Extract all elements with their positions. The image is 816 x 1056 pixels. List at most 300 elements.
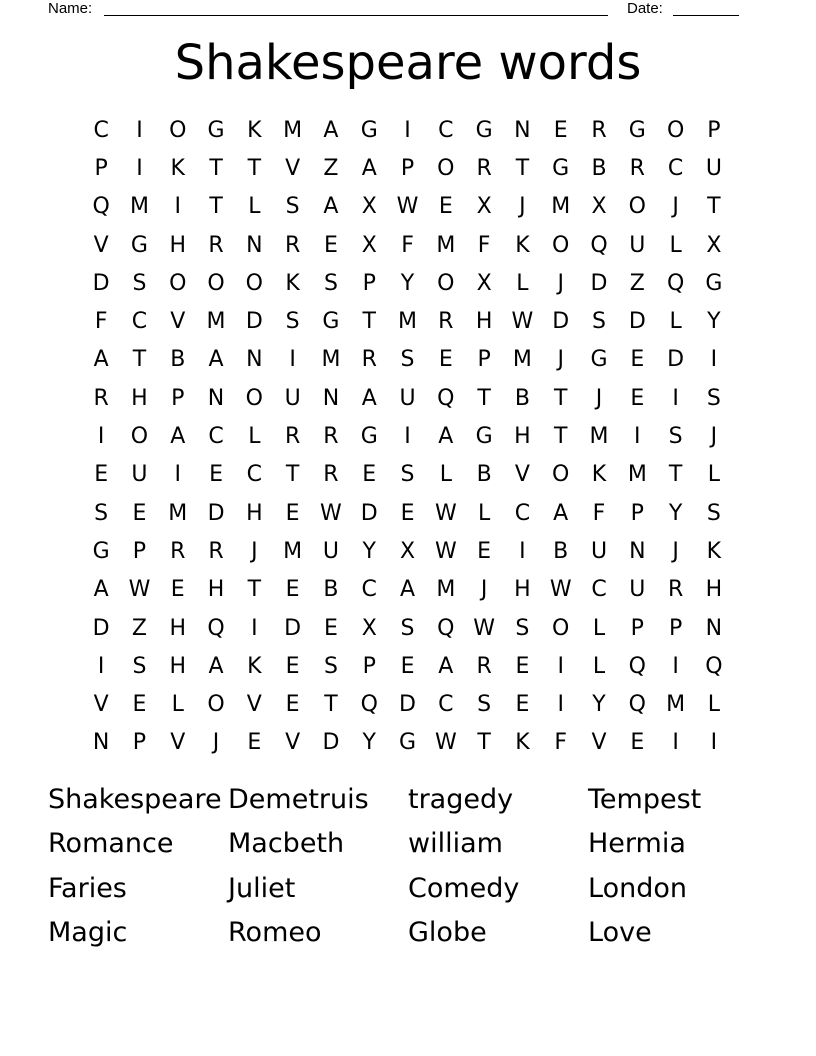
grid-letter: P bbox=[132, 538, 147, 564]
grid-letter: R bbox=[208, 232, 224, 258]
grid-letter: G bbox=[628, 117, 646, 143]
grid-letter: N bbox=[92, 730, 110, 756]
grid-letter: V bbox=[93, 232, 109, 258]
grid-letter: W bbox=[473, 615, 495, 641]
word-list-item: Macbeth bbox=[228, 828, 345, 860]
grid-letter: K bbox=[591, 462, 607, 488]
grid-letter: I bbox=[97, 653, 105, 679]
grid-letter: W bbox=[511, 309, 534, 335]
grid-letter: E bbox=[323, 232, 338, 258]
grid-letter: D bbox=[628, 309, 646, 335]
grid-letter: R bbox=[438, 309, 454, 335]
grid-letter: D bbox=[207, 500, 225, 526]
grid-letter: S bbox=[132, 270, 147, 296]
grid-letter: O bbox=[666, 117, 685, 143]
grid-letter: O bbox=[245, 385, 263, 411]
grid-letter: C bbox=[667, 155, 684, 181]
grid-letter: G bbox=[92, 538, 110, 564]
grid-letter: J bbox=[672, 538, 679, 564]
grid-letter: R bbox=[361, 347, 377, 373]
grid-letter: T bbox=[515, 155, 530, 181]
grid-letter: U bbox=[399, 385, 416, 411]
grid-letter: I bbox=[136, 155, 143, 181]
grid-letter: H bbox=[514, 577, 531, 603]
grid-letter: A bbox=[170, 424, 186, 450]
grid-letter: A bbox=[438, 653, 454, 679]
grid-letter: W bbox=[320, 500, 342, 526]
grid-letter: R bbox=[208, 538, 224, 564]
grid-letter: E bbox=[132, 692, 147, 718]
grid-letter: A bbox=[438, 424, 454, 450]
grid-letter: Z bbox=[629, 270, 645, 296]
grid-letter: E bbox=[209, 462, 223, 488]
grid-letter: V bbox=[246, 692, 262, 718]
grid-letter: C bbox=[131, 309, 148, 335]
grid-letter: A bbox=[93, 347, 109, 373]
grid-letter: H bbox=[514, 424, 531, 450]
word-list-item: Hermia bbox=[588, 828, 686, 860]
grid-letter: N bbox=[322, 385, 340, 411]
grid-letter: U bbox=[705, 155, 722, 181]
grid-letter: I bbox=[519, 538, 526, 564]
grid-letter: R bbox=[284, 424, 301, 450]
grid-letter: J bbox=[480, 577, 488, 603]
grid-letter: X bbox=[361, 232, 377, 258]
grid-letter: C bbox=[438, 692, 454, 718]
word-list-item: Comedy bbox=[408, 872, 520, 904]
grid-letter: M bbox=[436, 577, 456, 603]
grid-letter: K bbox=[247, 117, 262, 143]
grid-letter: X bbox=[476, 194, 492, 220]
grid-letter: K bbox=[170, 155, 185, 181]
grid-letter: C bbox=[208, 424, 224, 450]
grid-letter: M bbox=[551, 194, 571, 220]
grid-letter: N bbox=[246, 347, 263, 373]
grid-letter: S bbox=[477, 692, 492, 718]
grid-letter: T bbox=[553, 424, 568, 450]
grid-letter: P bbox=[171, 385, 185, 411]
grid-letter: N bbox=[705, 615, 723, 641]
grid-letter: B bbox=[591, 155, 607, 181]
grid-letter: W bbox=[434, 730, 457, 756]
grid-letter: V bbox=[285, 155, 301, 181]
grid-letter: G bbox=[398, 730, 417, 756]
grid-letter: B bbox=[323, 577, 339, 603]
word-list bbox=[48, 777, 768, 955]
grid-letter: R bbox=[323, 424, 339, 450]
grid-letter: J bbox=[710, 424, 718, 450]
grid-letter: I bbox=[672, 385, 679, 411]
grid-letter: I bbox=[557, 653, 564, 679]
grid-letter: R bbox=[591, 117, 607, 143]
word-list-item: London bbox=[588, 872, 687, 904]
grid-letter: J bbox=[557, 347, 564, 373]
grid-letter: E bbox=[630, 730, 645, 756]
grid-letter: O bbox=[437, 270, 455, 296]
word-list-item: tragedy bbox=[408, 783, 514, 815]
grid-letter: T bbox=[707, 194, 721, 220]
grid-letter: T bbox=[477, 730, 491, 756]
grid-letter: I bbox=[97, 424, 105, 450]
grid-letter: H bbox=[131, 385, 148, 411]
grid-letter: G bbox=[360, 117, 378, 143]
grid-letter: M bbox=[398, 309, 418, 335]
grid-letter: M bbox=[206, 309, 226, 335]
grid-letter: N bbox=[246, 232, 263, 258]
grid-letter: I bbox=[557, 692, 564, 718]
grid-letter: N bbox=[207, 385, 225, 411]
grid-letter: L bbox=[477, 500, 491, 526]
grid-letter: X bbox=[706, 232, 722, 258]
grid-letter: D bbox=[552, 309, 570, 335]
grid-letter: S bbox=[400, 347, 415, 373]
grid-letter: O bbox=[207, 692, 225, 718]
grid-letter: P bbox=[668, 615, 683, 641]
grid-letter: R bbox=[629, 155, 645, 181]
word-list-item: Romeo bbox=[228, 917, 322, 949]
grid-letter: U bbox=[590, 538, 608, 564]
grid-letter: H bbox=[475, 309, 493, 335]
grid-letter: W bbox=[434, 500, 457, 526]
grid-letter: E bbox=[170, 577, 185, 603]
grid-letter: Q bbox=[92, 194, 110, 220]
grid-letter: P bbox=[630, 615, 644, 641]
grid-letter: Q bbox=[628, 653, 646, 679]
grid-letter: S bbox=[592, 309, 606, 335]
grid-letter: E bbox=[94, 462, 109, 488]
grid-letter: G bbox=[705, 270, 723, 296]
grid-letter: V bbox=[93, 692, 109, 718]
grid-letter: T bbox=[247, 577, 262, 603]
grid-letter: T bbox=[132, 347, 147, 373]
grid-letter: I bbox=[710, 730, 718, 756]
grid-letter: W bbox=[128, 577, 151, 603]
grid-letter: E bbox=[285, 692, 300, 718]
grid-letter: A bbox=[361, 385, 377, 411]
grid-letter: S bbox=[285, 194, 300, 220]
grid-letter: O bbox=[245, 270, 263, 296]
grid-letter: S bbox=[323, 270, 338, 296]
grid-letter: L bbox=[592, 653, 606, 679]
grid-letter: J bbox=[251, 538, 258, 564]
grid-letter: D bbox=[92, 270, 110, 296]
grid-letter: R bbox=[323, 462, 339, 488]
grid-letter: M bbox=[129, 194, 149, 220]
grid-letter: F bbox=[554, 730, 568, 756]
grid-letter: D bbox=[284, 615, 302, 641]
grid-letter: H bbox=[246, 500, 263, 526]
grid-letter: U bbox=[284, 385, 301, 411]
grid-letter: H bbox=[169, 653, 187, 679]
grid-letter: A bbox=[323, 117, 339, 143]
grid-letter: A bbox=[208, 653, 224, 679]
grid-letter: F bbox=[477, 232, 491, 258]
name-label: Name: bbox=[48, 0, 93, 17]
grid-letter: C bbox=[93, 117, 109, 143]
grid-letter: D bbox=[399, 692, 416, 718]
word-list-item: Tempest bbox=[588, 783, 702, 815]
grid-letter: K bbox=[285, 270, 300, 296]
grid-letter: W bbox=[549, 577, 572, 603]
grid-letter: P bbox=[630, 500, 644, 526]
grid-letter: E bbox=[630, 347, 645, 373]
grid-letter: E bbox=[362, 462, 377, 488]
grid-letter: Q bbox=[705, 653, 723, 679]
grid-letter: L bbox=[669, 309, 682, 335]
grid-letter: K bbox=[515, 232, 530, 258]
grid-letter: U bbox=[629, 232, 646, 258]
grid-letter: V bbox=[170, 730, 186, 756]
grid-letter: I bbox=[404, 424, 411, 450]
grid-letter: U bbox=[629, 577, 646, 603]
grid-letter: E bbox=[400, 500, 415, 526]
grid-letter: U bbox=[322, 538, 339, 564]
grid-letter: Z bbox=[131, 615, 147, 641]
grid-letter: A bbox=[399, 577, 416, 603]
grid-letter: D bbox=[322, 730, 340, 756]
grid-letter: P bbox=[400, 155, 415, 181]
grid-letter: J bbox=[672, 194, 679, 220]
grid-letter: I bbox=[174, 194, 181, 220]
grid-letter: S bbox=[706, 385, 721, 411]
grid-letter: V bbox=[170, 309, 186, 335]
grid-letter: K bbox=[247, 653, 262, 679]
grid-letter: M bbox=[283, 117, 303, 143]
grid-letter: V bbox=[514, 462, 530, 488]
word-list-item: Shakespeare bbox=[48, 783, 222, 815]
grid-letter: M bbox=[168, 500, 188, 526]
grid-letter: V bbox=[591, 730, 607, 756]
grid-letter: F bbox=[592, 500, 606, 526]
grid-letter: E bbox=[477, 538, 492, 564]
grid-letter: R bbox=[476, 653, 492, 679]
grid-letter: F bbox=[401, 232, 414, 258]
grid-letter: G bbox=[590, 347, 608, 373]
grid-letter: M bbox=[666, 692, 686, 718]
grid-letter: Z bbox=[323, 155, 339, 181]
grid-letter: E bbox=[247, 730, 262, 756]
grid-letter: B bbox=[170, 347, 186, 373]
grid-letter: H bbox=[169, 232, 187, 258]
grid-letter: Y bbox=[400, 270, 415, 296]
grid-letter: E bbox=[438, 194, 453, 220]
letter-grid bbox=[82, 111, 734, 762]
grid-letter: S bbox=[323, 653, 338, 679]
grid-letter: C bbox=[514, 500, 531, 526]
header bbox=[0, 0, 816, 20]
grid-letter: S bbox=[400, 615, 415, 641]
grid-letter: I bbox=[634, 424, 641, 450]
grid-letter: O bbox=[552, 615, 570, 641]
grid-letter: M bbox=[512, 347, 532, 373]
grid-letter: Y bbox=[707, 309, 721, 335]
grid-letter: U bbox=[131, 462, 148, 488]
grid-letter: L bbox=[171, 692, 184, 718]
grid-letter: X bbox=[476, 270, 492, 296]
grid-letter: A bbox=[553, 500, 569, 526]
grid-letter: A bbox=[361, 155, 377, 181]
grid-letter: C bbox=[438, 117, 454, 143]
grid-letter: N bbox=[629, 538, 646, 564]
grid-letter: E bbox=[285, 500, 300, 526]
word-list-item: Faries bbox=[48, 872, 127, 904]
name-field[interactable] bbox=[104, 15, 608, 16]
date-label: Date: bbox=[627, 0, 663, 17]
grid-letter: E bbox=[630, 385, 645, 411]
grid-letter: J bbox=[557, 270, 564, 296]
grid-letter: S bbox=[668, 424, 683, 450]
grid-letter: D bbox=[590, 270, 608, 296]
grid-letter: V bbox=[285, 730, 301, 756]
grid-letter: Q bbox=[360, 692, 378, 718]
word-list-item: Magic bbox=[48, 917, 128, 949]
grid-letter: H bbox=[705, 577, 723, 603]
grid-letter: Q bbox=[666, 270, 685, 296]
grid-letter: E bbox=[400, 653, 415, 679]
grid-letter: R bbox=[476, 155, 492, 181]
grid-letter: T bbox=[668, 462, 683, 488]
grid-letter: M bbox=[321, 347, 341, 373]
grid-letter: R bbox=[284, 232, 301, 258]
grid-letter: S bbox=[285, 309, 300, 335]
grid-letter: O bbox=[628, 194, 646, 220]
grid-letter: W bbox=[434, 538, 457, 564]
grid-letter: O bbox=[169, 270, 187, 296]
grid-letter: R bbox=[93, 385, 109, 411]
word-list-item: Demetruis bbox=[228, 783, 369, 815]
grid-letter: P bbox=[362, 653, 376, 679]
grid-letter: P bbox=[707, 117, 721, 143]
grid-letter: I bbox=[174, 462, 181, 488]
grid-letter: J bbox=[595, 385, 603, 411]
grid-letter: Y bbox=[362, 538, 376, 564]
grid-letter: I bbox=[289, 347, 296, 373]
grid-letter: I bbox=[672, 653, 679, 679]
grid-letter: Q bbox=[207, 615, 225, 641]
grid-letter: Q bbox=[628, 692, 646, 718]
grid-letter: T bbox=[285, 462, 300, 488]
grid-letter: L bbox=[248, 424, 261, 450]
grid-letter: P bbox=[362, 270, 376, 296]
grid-letter: B bbox=[476, 462, 492, 488]
grid-letter: T bbox=[477, 385, 491, 411]
grid-letter: X bbox=[361, 615, 377, 641]
grid-letter: G bbox=[475, 424, 493, 450]
grid-letter: M bbox=[436, 232, 456, 258]
grid-letter: S bbox=[94, 500, 109, 526]
grid-letter: T bbox=[209, 194, 223, 220]
grid-letter: I bbox=[404, 117, 411, 143]
word-list-item: Globe bbox=[408, 917, 487, 949]
grid-letter: G bbox=[322, 309, 340, 335]
page-title: Shakespeare words bbox=[174, 35, 642, 91]
grid-letter: I bbox=[672, 730, 679, 756]
grid-letter: E bbox=[323, 615, 338, 641]
grid-letter: R bbox=[667, 577, 684, 603]
grid-letter: P bbox=[477, 347, 491, 373]
grid-letter: E bbox=[515, 653, 530, 679]
grid-letter: X bbox=[591, 194, 607, 220]
grid-letter: O bbox=[437, 155, 455, 181]
grid-letter: K bbox=[515, 730, 530, 756]
grid-letter: A bbox=[323, 194, 339, 220]
grid-letter: L bbox=[669, 232, 682, 258]
word-list-item: william bbox=[408, 828, 503, 860]
grid-letter: D bbox=[92, 615, 110, 641]
grid-letter: O bbox=[130, 424, 149, 450]
grid-letter: L bbox=[707, 692, 721, 718]
grid-letter: O bbox=[169, 117, 187, 143]
grid-letter: S bbox=[132, 653, 147, 679]
grid-letter: P bbox=[94, 155, 108, 181]
grid-letter: Q bbox=[590, 232, 608, 258]
grid-letter: G bbox=[207, 117, 225, 143]
grid-letter: N bbox=[514, 117, 531, 143]
grid-letter: J bbox=[519, 194, 526, 220]
grid-letter: T bbox=[247, 155, 262, 181]
grid-letter: C bbox=[591, 577, 607, 603]
grid-letter: O bbox=[552, 462, 570, 488]
grid-letter: G bbox=[130, 232, 148, 258]
grid-letter: Y bbox=[362, 730, 376, 756]
grid-letter: T bbox=[324, 692, 338, 718]
grid-letter: P bbox=[132, 730, 147, 756]
grid-letter: B bbox=[514, 385, 530, 411]
grid-letter: E bbox=[438, 347, 453, 373]
grid-letter: A bbox=[93, 577, 109, 603]
grid-letter: X bbox=[361, 194, 377, 220]
grid-letter: Y bbox=[592, 692, 606, 718]
grid-letter: F bbox=[94, 309, 108, 335]
grid-letter: D bbox=[245, 309, 263, 335]
grid-letter: S bbox=[515, 615, 530, 641]
grid-letter: X bbox=[399, 538, 416, 564]
grid-letter: L bbox=[516, 270, 529, 296]
grid-letter: H bbox=[169, 615, 187, 641]
grid-letter: B bbox=[553, 538, 569, 564]
grid-letter: M bbox=[589, 424, 609, 450]
grid-letter: Q bbox=[437, 615, 455, 641]
grid-letter: A bbox=[208, 347, 224, 373]
grid-letter: R bbox=[170, 538, 186, 564]
grid-letter: T bbox=[209, 155, 223, 181]
grid-letter: I bbox=[136, 117, 143, 143]
date-field[interactable] bbox=[673, 15, 739, 16]
grid-letter: S bbox=[706, 500, 721, 526]
grid-letter: I bbox=[710, 347, 718, 373]
grid-letter: E bbox=[285, 653, 300, 679]
grid-letter: M bbox=[283, 538, 303, 564]
word-list-item: Love bbox=[588, 917, 652, 949]
grid-letter: H bbox=[207, 577, 225, 603]
grid-letter: C bbox=[361, 577, 377, 603]
word-list-item: Juliet bbox=[228, 872, 296, 904]
grid-letter: D bbox=[360, 500, 378, 526]
grid-letter: E bbox=[515, 692, 530, 718]
grid-letter: T bbox=[553, 385, 568, 411]
grid-letter: L bbox=[592, 615, 606, 641]
grid-letter: E bbox=[132, 500, 147, 526]
grid-letter: O bbox=[207, 270, 225, 296]
grid-letter: L bbox=[248, 194, 261, 220]
grid-letter: K bbox=[706, 538, 722, 564]
grid-letter: G bbox=[360, 424, 378, 450]
grid-letter: W bbox=[396, 194, 419, 220]
grid-letter: E bbox=[553, 117, 568, 143]
grid-letter: M bbox=[627, 462, 647, 488]
grid-letter: S bbox=[400, 462, 415, 488]
grid-letter: E bbox=[285, 577, 300, 603]
